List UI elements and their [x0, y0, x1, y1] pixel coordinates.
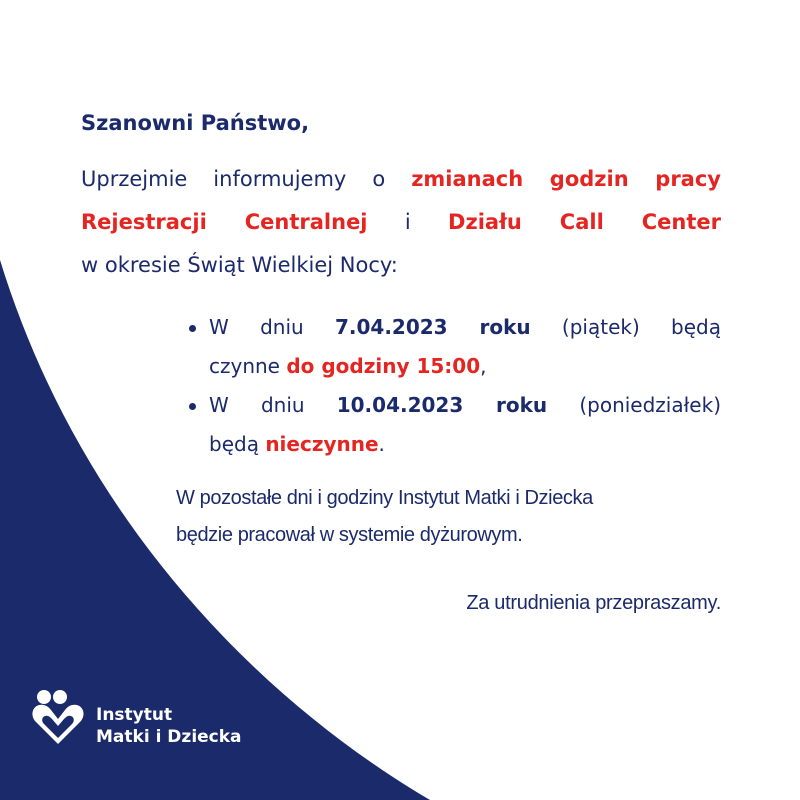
- list-item: [187, 308, 721, 386]
- list-item-line: [209, 386, 721, 425]
- list-item-line: [209, 308, 721, 347]
- list-item-text: (poniedziałek): [547, 393, 721, 417]
- logo-line-1: Instytut: [96, 705, 173, 725]
- list-item: [187, 386, 721, 464]
- highlight-registration: Rejestracji Centralnej: [81, 210, 368, 234]
- logo-text: [96, 704, 242, 748]
- intro-conjunction: i: [367, 210, 449, 234]
- highlight-closed: nieczynne: [265, 432, 379, 456]
- duty-paragraph: [176, 480, 736, 554]
- schedule-list: [187, 308, 721, 464]
- list-item-text: ,: [480, 354, 487, 378]
- highlight-working-hours: zmianach godzin pracy: [411, 167, 721, 191]
- intro-line-1: [81, 158, 721, 201]
- list-item-text: czynne: [209, 354, 287, 378]
- intro-text-1: Uprzejmie informujemy o: [81, 167, 412, 191]
- heart-family-icon: [30, 688, 86, 750]
- list-item-text: będą: [209, 432, 266, 456]
- list-item-text: W dniu: [209, 393, 337, 417]
- intro-line-3: w okresie Świąt Wielkiej Nocy:: [81, 253, 398, 277]
- list-item-line: [209, 347, 721, 386]
- date-friday: 7.04.2023 roku: [334, 315, 531, 339]
- highlight-call-center: Działu Call Center: [448, 210, 721, 234]
- list-item-text: .: [378, 432, 385, 456]
- duty-line-2: będzie pracował w systemie dyżurowym.: [176, 524, 523, 546]
- intro-paragraph: [81, 158, 721, 287]
- intro-line-2: [81, 201, 721, 244]
- greeting: Szanowni Państwo,: [81, 111, 310, 135]
- logo-line-2: Matki i Dziecka: [96, 727, 242, 747]
- duty-line-1: W pozostałe dni i godziny Instytut Matki i Dziecka: [176, 487, 593, 509]
- list-item-text: (piątek) będą: [530, 315, 722, 339]
- institute-logo: [30, 688, 290, 758]
- list-item-text: W dniu: [209, 315, 335, 339]
- highlight-until-15: do godziny 15:00: [286, 354, 481, 378]
- list-item-line: [209, 425, 721, 464]
- apology-text: Za utrudnienia przepraszamy.: [466, 592, 721, 614]
- date-monday: 10.04.2023 roku: [336, 393, 548, 417]
